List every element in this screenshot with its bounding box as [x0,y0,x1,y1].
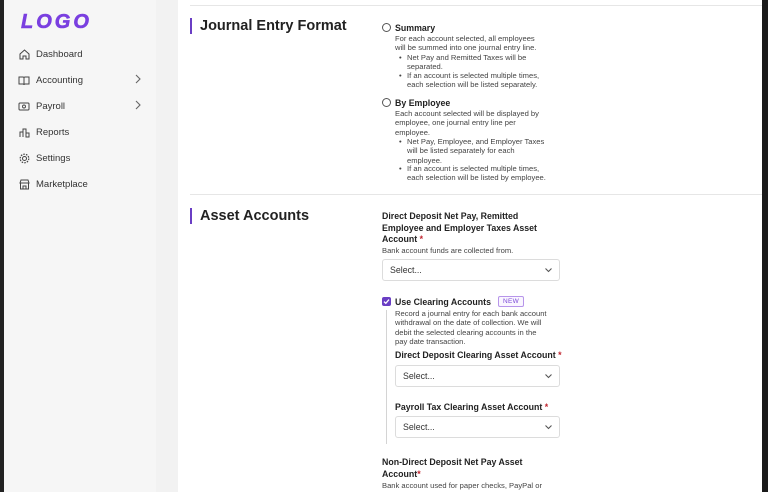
sidebar-item-reports[interactable] [18,122,146,142]
payroll-tax-clearing-account-label: Payroll Tax Clearing Asset Account * [395,402,549,412]
direct-deposit-help-text: Bank account funds are collected from. [382,246,514,255]
home-icon [18,48,30,60]
wallet-icon [18,100,30,112]
sidebar-item-dashboard[interactable] [18,44,146,64]
direct-deposit-clearing-account-select[interactable]: Select... [395,365,560,387]
svg-text:LOGO: LOGO [21,11,92,32]
new-badge: NEW [498,296,524,307]
summary-bullet: • If an account is selected multiple times, each selection will be listed separately. [407,71,539,90]
use-clearing-accounts-description: Record a journal entry for each bank account withdrawal on the date of collection. We will debit the selected clearing accounts in the pay date transaction. [395,309,547,346]
by-employee-description: Each account selected will be displayed by employee, one journal entry line per employee. [395,109,539,137]
divider [190,5,762,6]
sidebar-item-label: Accounting [36,74,84,86]
by-employee-radio[interactable] [382,98,391,107]
by-employee-label[interactable]: By Employee [395,98,451,108]
store-icon [18,178,30,190]
gear-icon [18,152,30,164]
required-marker: * [544,402,549,412]
sidebar-item-label: Reports [36,126,70,138]
chevron-down-icon [544,266,553,276]
non-direct-deposit-help-text: Bank account used for paper checks, PayPal or [382,481,542,490]
chevron-down-icon [544,423,553,433]
by-employee-bullet: • If an account is selected multiple times, each selection will be listed by employee. [407,164,546,183]
use-clearing-accounts-label[interactable]: Use Clearing Accounts [395,297,491,307]
summary-description: For each account selected, all employees will be summed into one journal entry line. [395,34,537,53]
sidebar [4,0,156,492]
book-icon [18,74,30,86]
content-gutter [156,0,178,492]
sidebar-item-label: Settings [36,152,71,164]
sidebar-item-marketplace[interactable] [18,174,146,194]
sidebar-item-label: Marketplace [36,178,88,190]
divider [190,194,762,195]
direct-deposit-asset-account-select[interactable]: Select... [382,259,560,281]
summary-bullet: • Net Pay and Remitted Taxes will be separated. [407,53,526,72]
chevron-down-icon [544,372,553,382]
chart-icon [18,126,30,138]
summary-label[interactable]: Summary [395,23,436,33]
sidebar-item-accounting[interactable] [18,70,146,90]
required-marker: * [419,234,424,244]
direct-deposit-asset-account-label: Direct Deposit Net Pay, Remitted Employee and Employer Taxes Asset Account * [382,211,537,244]
window-border-right [762,0,768,492]
chevron-right-icon [134,100,142,113]
required-marker: * [558,350,562,360]
sidebar-item-payroll[interactable] [18,96,146,116]
non-direct-deposit-asset-account-label: Non-Direct Deposit Net Pay Asset Account* [382,457,523,479]
chevron-right-icon [134,74,142,87]
payroll-tax-clearing-account-select[interactable]: Select... [395,416,560,438]
required-marker: * [417,468,421,479]
summary-radio[interactable] [382,23,391,32]
section-title-asset-accounts: Asset Accounts [190,208,309,224]
clearing-group-indicator [386,310,387,444]
direct-deposit-clearing-account-label: Direct Deposit Clearing Asset Account * [395,350,562,360]
use-clearing-accounts-checkbox[interactable] [382,297,391,306]
main-content [178,0,762,492]
sidebar-item-label: Dashboard [36,48,83,60]
brand-logo[interactable] [19,10,115,32]
sidebar-item-label: Payroll [36,100,66,112]
sidebar-item-settings[interactable] [18,148,146,168]
section-title-journal-entry-format: Journal Entry Format [190,18,347,34]
by-employee-bullet: • Net Pay, Employee, and Employer Taxes will be listed separately for each employee. [407,137,544,165]
